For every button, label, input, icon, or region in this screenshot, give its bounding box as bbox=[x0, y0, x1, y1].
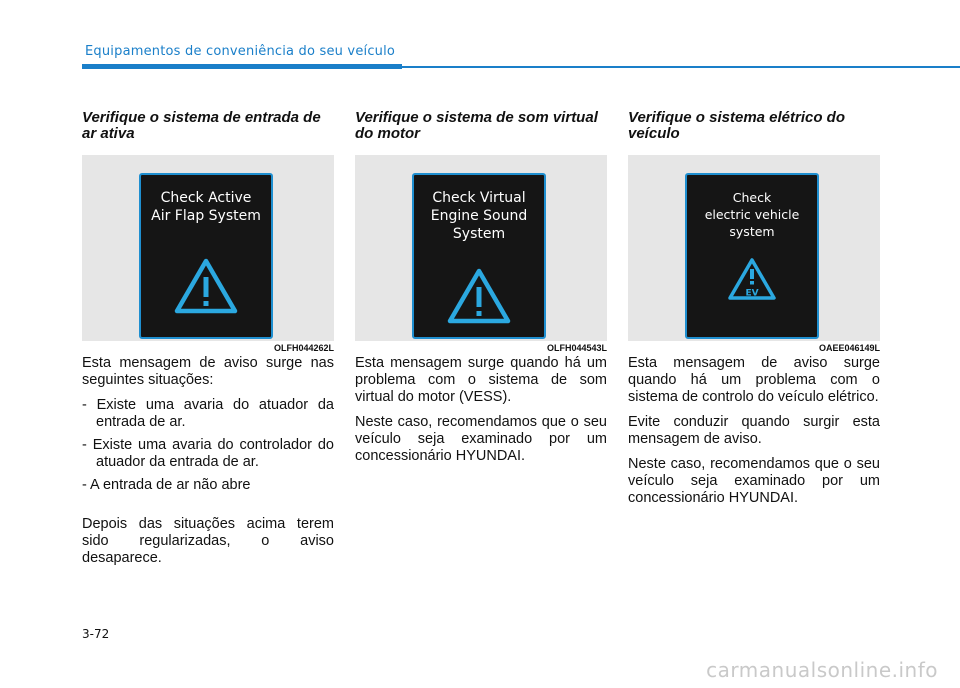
cluster-figure bbox=[355, 155, 607, 341]
warning-triangle-icon bbox=[446, 267, 512, 325]
paragraph: Evite conduzir quando surgir esta mensagem de aviso. bbox=[628, 414, 880, 447]
section-body bbox=[628, 355, 880, 507]
paragraph: Depois das situações acima terem sido regularizadas, o aviso desaparece. bbox=[82, 516, 334, 566]
paragraph: Esta mensagem de aviso surge quando há um problema com o sistema de controlo do veículo elétrico. bbox=[628, 355, 880, 405]
ev-label: EV bbox=[745, 288, 759, 299]
cluster-figure bbox=[82, 155, 334, 341]
list-item: - Existe uma avaria do atuador da entrada de ar. bbox=[82, 397, 334, 430]
section-electric-system bbox=[628, 110, 880, 515]
cluster-figure bbox=[628, 155, 880, 341]
figure-code: OLFH044543L bbox=[546, 343, 607, 353]
display-message: Check Active Air Flap System bbox=[151, 190, 261, 224]
warning-triangle-icon bbox=[173, 257, 239, 315]
section-title: Verifique o sistema de entrada de ar ativa bbox=[82, 109, 321, 142]
section-virtual-engine-sound bbox=[355, 110, 607, 473]
header-title: Equipamentos de conveniência do seu veículo bbox=[85, 44, 396, 59]
list-item: - Existe uma avaria do controlador do atuador da entrada de ar. bbox=[82, 437, 334, 470]
ev-warning-triangle-icon bbox=[727, 257, 777, 301]
cluster-display bbox=[685, 173, 819, 339]
section-title: Verifique o sistema elétrico do veículo bbox=[628, 109, 846, 142]
paragraph: Neste caso, recomendamos que o seu veículo seja examinado por um concessionário HYUNDAI. bbox=[355, 414, 607, 464]
bullet-list bbox=[82, 397, 334, 494]
section-active-air-flap bbox=[82, 110, 334, 575]
section-title: Verifique o sistema de som virtual do motor bbox=[355, 109, 598, 142]
section-body bbox=[355, 355, 607, 465]
display-message: Check Virtual Engine Sound System bbox=[430, 190, 528, 242]
paragraph: Neste caso, recomendamos que o seu veículo seja examinado por um concessionário HYUNDAI. bbox=[628, 456, 880, 506]
figure-code: OLFH044262L bbox=[273, 343, 334, 353]
paragraph: Esta mensagem surge quando há um problema com o sistema de som virtual do motor (VESS). bbox=[355, 355, 607, 405]
cluster-display bbox=[412, 173, 546, 339]
watermark: carmanualsonline.info bbox=[706, 658, 938, 682]
display-message: Check electric vehicle system bbox=[704, 190, 800, 239]
cluster-display bbox=[139, 173, 273, 339]
list-item: - A entrada de ar não abre bbox=[82, 477, 251, 493]
section-body bbox=[82, 355, 334, 567]
header-accent-bar bbox=[82, 64, 402, 69]
figure-code: OAEE046149L bbox=[818, 343, 880, 353]
header-rule bbox=[402, 66, 960, 68]
page-number: 3-72 bbox=[82, 627, 110, 641]
paragraph: Esta mensagem de aviso surge nas seguintes situações: bbox=[82, 355, 334, 388]
